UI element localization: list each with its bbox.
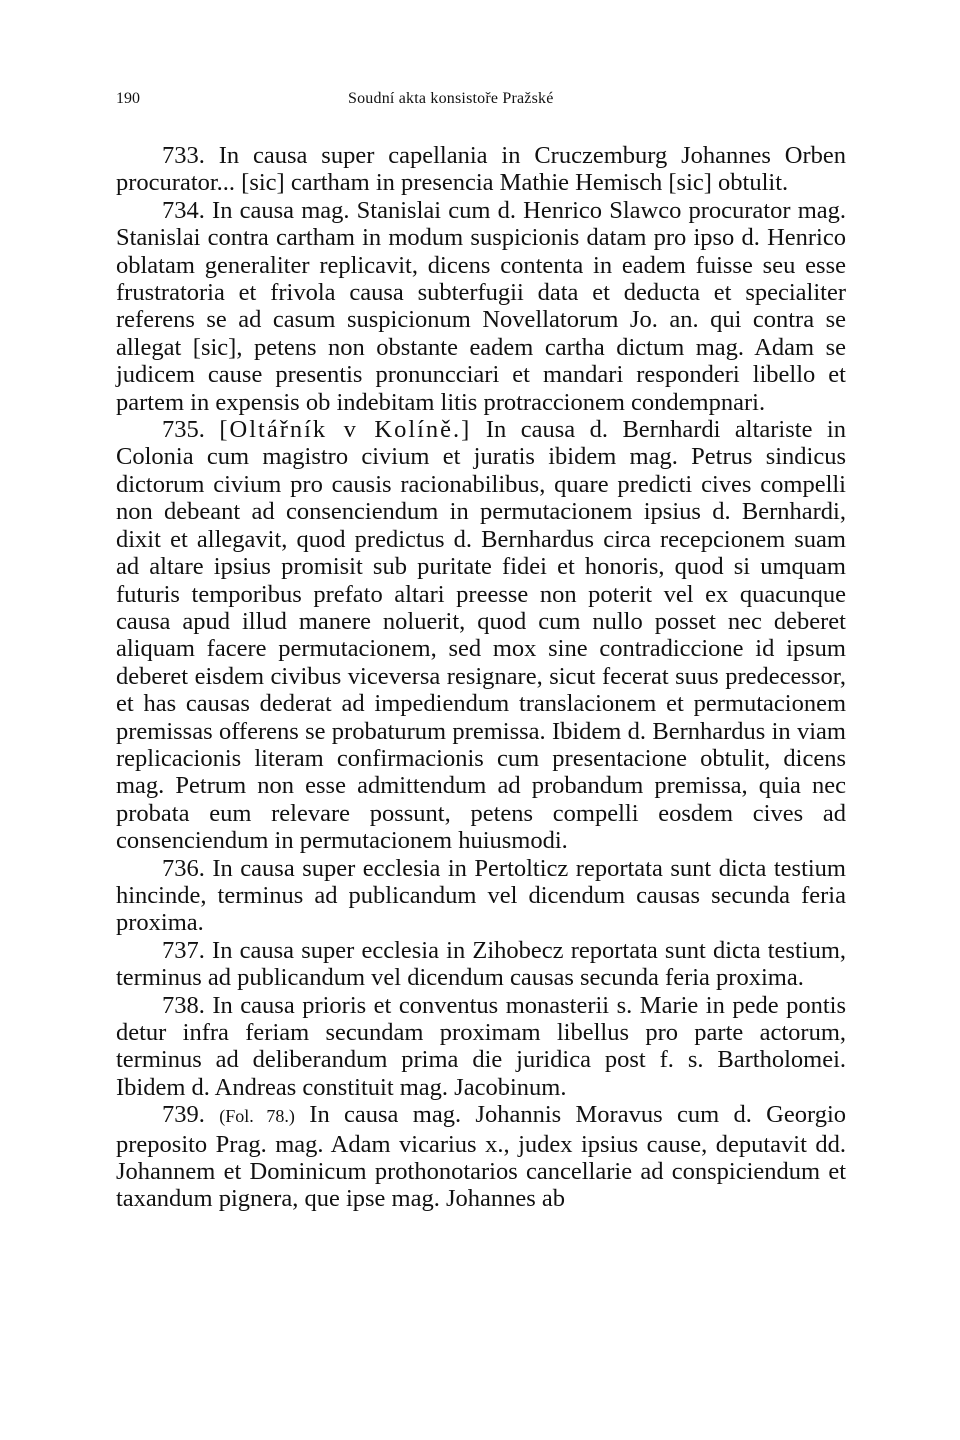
entry-number: 739. [162, 1101, 205, 1129]
entry-place-heading: [Oltářník v Kolíně.] [219, 416, 472, 444]
entry-734 [116, 197, 846, 416]
entry-739 [116, 1101, 846, 1213]
entry-735 [116, 416, 846, 855]
entry-number: 735. [162, 416, 205, 444]
page-header [116, 90, 846, 112]
entry-text: 733. In causa super capellania in Cruczemburg Johannes Orben procurator... [sic] cartham in presencia Mathie Hemisch [sic] obtulit. [116, 142, 846, 197]
main-text [116, 142, 846, 1213]
entry-733 [116, 142, 846, 197]
running-title: Soudní akta konsistoře Pražské [348, 90, 554, 107]
folio-reference: (Fol. 78.) [219, 1106, 295, 1127]
entry-text: 738. In causa prioris et conventus monasterii s. Marie in pede pontis detur infra feriam secundam proximam libellus pro parte actorum, terminus ad deliberandum prima die juridica post f. s. Bartholomei. Ibidem d. Andreas constituit mag. Jacobinum. [116, 991, 846, 1101]
entry-text: In causa d. Bernhardi altariste in Colonia cum magistro civium et juratis ibidem mag. Petrus sindicus dictorum civium pro causis racionabilibus, quare predicti cives compelli non debeant ad consenciendum in permutacionem ipsius d. Bernhardi, dixit et allegavit, quod predictus d. Bernhardus circa recepcionem suam ad altare ipsius promisit sub puritate fidei et honoris, quod si umquam futuris temporibus prefato altari preesse non poterit vel ex quacunque causa apud illud manere noluerit, quod cum nullo posset nec deberet aliquam facere permutacionem, sed mox sine contradiccione id ipsum deberet eisdem civibus viceversa resignare, sicut fecerat suus predecessor, et has causas dederat ad impediendum translacionem et permutacionem premissas offerens se probaturum premissa. Ibidem d. Bernhardus in viam replicacionis literam confirmacionis cum presentacione obtulit, dicens mag. Petrum non esse admittendum ad probandum premissa, quia nec probata eum relevare possunt, petens compelli eosdem cives ad consenciendum in permutacionem huiusmodi. [116, 416, 846, 855]
entry-text: 737. In causa super ecclesia in Zihobecz reportata sunt dicta testium, terminus ad publicandum vel dicendum causas secunda feria proxima. [116, 936, 846, 992]
entry-737 [116, 937, 846, 992]
entry-text: In causa mag. Johannis Moravus cum d. Georgio preposito Prag. mag. Adam vicarius x., judex ipsius cause, deputavit dd. Johannem et Dominicum prothonotarios cancellarie ad conspiciendum et taxandum pignera, que ipse mag. Johannes ab [116, 1101, 847, 1213]
entry-text: 734. In causa mag. Stanislai cum d. Henrico Slawco procurator mag. Stanislai contra cartham in modum suspicionis datam pro ipso d. Henrico oblatam generaliter replicavit, dicens contenta in eadem fuisse seu esse frustratoria et frivola causa subterfugii data et deducta et specialiter referens se ad casum suspicionum Novellatorum Jo. an. qui contra se allegat [sic], petens non obstante eadem cartha dictum mag. Adam se judicem cause presentis pronuncciari et mandari responderi libello et partem in expensis ob indebitam litis protraccionem condempnari. [116, 196, 846, 416]
entry-738 [116, 992, 846, 1102]
entry-text: 736. In causa super ecclesia in Pertolticz reportata sunt dicta testium hincinde, terminus ad publicandum vel dicendum causas secunda feria proxima. [116, 854, 846, 937]
entry-736 [116, 855, 846, 937]
page-number: 190 [116, 90, 140, 107]
